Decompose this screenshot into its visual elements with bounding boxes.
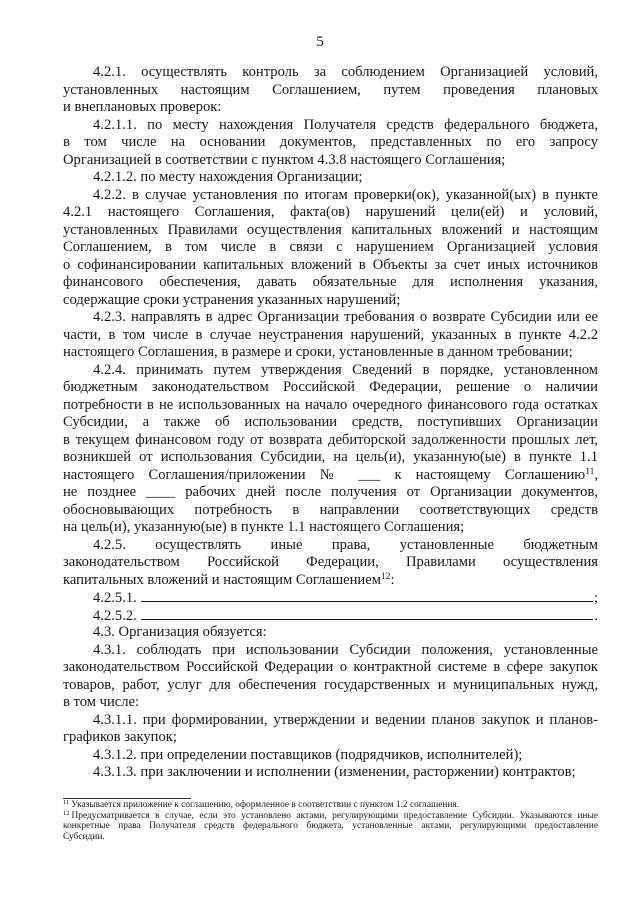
clause-4-2-3 bbox=[63, 309, 598, 362]
footnote-12-continued bbox=[63, 832, 598, 843]
text-line: в текущем финансовом году от возврата дебиторской задолженности прошлых лет, bbox=[63, 431, 598, 448]
clause-4-2-2 bbox=[63, 187, 598, 310]
clause-4-3-1-1 bbox=[63, 712, 598, 747]
text-line: и внеплановых проверок: bbox=[63, 99, 222, 115]
text-line: потребности в не использованных на начало очередного финансового года остатках bbox=[63, 396, 598, 413]
text-line: возникшей от использования Субсидии, на цель(и), указанную(ые) в пункте 1.1 bbox=[63, 449, 598, 465]
text-line: о софинансировании капитальных вложений в Объекты за счет иных источников bbox=[63, 256, 598, 273]
text-line: 4.2.1.2. по месту нахождения Организации; bbox=[93, 169, 363, 185]
clause-4-2-1-2 bbox=[63, 169, 598, 187]
footnote-text: Указывается приложение к соглашению, оформленное в соответствии с пунктом 1.2 соглашения. bbox=[71, 800, 460, 810]
document-body bbox=[63, 64, 598, 782]
footnote-marker: 11 bbox=[63, 799, 70, 806]
text-line: части, в том числе в случае неустранения нарушений, указанных в пункте 4.2.2 bbox=[63, 326, 598, 343]
text-line: обосновывающих потребность в направлении соответствующих средств bbox=[63, 501, 598, 518]
clause-number: 4.2.5.2. bbox=[93, 607, 137, 624]
text-line: 4.2.4. принимать путем утверждения Сведений в порядке, установленном bbox=[93, 361, 598, 378]
footnote-marker: 12 bbox=[63, 809, 70, 817]
text-line: 4.3.1.3. при заключении и исполнении (изменении, расторжении) контрактов; bbox=[93, 764, 576, 780]
text-line: установленных настоящим Соглашением, путем проведения плановых bbox=[63, 81, 598, 98]
text-line: 4.2.3. направлять в адрес Организации требования о возврате Субсидии или ее bbox=[93, 309, 598, 325]
footnote-12 bbox=[63, 811, 598, 822]
footnote-12-continued bbox=[63, 821, 598, 832]
text-line: в том числе: bbox=[63, 694, 140, 710]
clause-4-3-1 bbox=[63, 642, 598, 712]
text-line: установленных Правилами осуществления капитальных вложений и настоящим bbox=[63, 221, 598, 238]
clause-4-2-4 bbox=[63, 362, 598, 537]
text-line: законодательством Российской Федерации, Правилами осуществления bbox=[63, 554, 598, 570]
footnote-text: Предусматривается в случае, если это установлено актами, регулирующими предоставление Субсидии. Указываются иные bbox=[71, 810, 598, 821]
text-line: 4.2.5. осуществлять иные права, установленные бюджетным bbox=[93, 536, 598, 553]
text-line: Субсидии, а также об использовании средств, поступивших Организации bbox=[63, 414, 598, 430]
text-line: настоящего Соглашения, в размере и сроки, установленные в данном требовании; bbox=[63, 344, 573, 360]
text-line: в том числе на основании документов, представленных по его запросу bbox=[63, 134, 598, 150]
text-line: 4.2.1. осуществлять контроль за соблюдением Организацией условий, bbox=[93, 64, 598, 80]
clause-4-2-5 bbox=[63, 537, 598, 590]
clause-4-3-1-2 bbox=[63, 747, 598, 765]
text-line: 4.3. Организация обязуется: bbox=[93, 624, 267, 640]
text-line: не позднее ____ рабочих дней после получения от Организации документов, bbox=[63, 484, 598, 500]
text-line: Соглашением, в том числе в связи с нарушением Организацией условия bbox=[63, 239, 598, 255]
text-line: 4.3.1.1. при формировании, утверждении и ведении планов закупок и планов- bbox=[93, 711, 598, 728]
text-line: 4.2.1.1. по месту нахождения Получателя средств федерального бюджета, bbox=[93, 116, 598, 133]
text-line bbox=[63, 467, 598, 485]
footnotes bbox=[63, 800, 598, 842]
clause-number: 4.2.5.1. bbox=[93, 590, 137, 606]
footnote-11 bbox=[63, 800, 598, 811]
clause-4-3 bbox=[63, 624, 598, 642]
text-line: 4.3.1. соблюдать при использовании Субсидии положения, установленные bbox=[93, 641, 598, 658]
page-number: 5 bbox=[316, 34, 324, 50]
clause-4-2-1-1 bbox=[63, 117, 598, 170]
text-segment: капитальных вложений и настоящим Соглашением bbox=[63, 571, 381, 588]
clause-4-3-1-3 bbox=[63, 764, 598, 782]
clause-4-2-5-1 bbox=[63, 589, 598, 607]
line-end-punctuation: ; bbox=[593, 590, 598, 606]
text-line: законодательством Российской Федерации о контрактной системе в сфере закупок bbox=[63, 659, 598, 675]
text-segment: : bbox=[390, 571, 395, 588]
text-line: 4.2.1 настоящего Соглашения, факта(ов) нарушений цели(ей) и условий, bbox=[63, 204, 598, 220]
clause-4-2-5-2 bbox=[63, 607, 598, 625]
text-line: графиков закупок; bbox=[63, 729, 177, 745]
text-line: Организацией в соответствии с пунктом 4.3.8 настоящего Соглашения; bbox=[63, 151, 506, 168]
text-line: 4.3.1.2. при определении поставщиков (подрядчиков, исполнителей); bbox=[93, 746, 523, 763]
text-line: 4.2.2. в случае установления по итогам проверки(ок), указанной(ых) в пункте bbox=[93, 186, 598, 203]
text-line: на цель(и), указанную(ые) в пункте 1.1 настоящего Соглашения; bbox=[63, 519, 465, 535]
text-segment: настоящего Соглашения/приложении № ___ к настоящему Соглашению bbox=[63, 466, 586, 483]
footnote-reference: 12 bbox=[380, 571, 391, 582]
footnote-text: Субсидии. bbox=[63, 831, 105, 842]
line-end-punctuation: . bbox=[594, 607, 598, 624]
text-segment: , bbox=[594, 466, 598, 483]
text-line: бюджетным законодательством Российской Федерации, решение о наличии bbox=[63, 379, 598, 395]
footnote-reference: 11 bbox=[585, 466, 595, 477]
text-line: товаров, работ, услуг для обеспечения государственных и муниципальных нужд, bbox=[63, 676, 598, 693]
text-line bbox=[63, 572, 598, 590]
fill-in-blank bbox=[141, 607, 594, 620]
text-line: финансового обеспечения, давать обязательные для исполнения указания, bbox=[63, 274, 598, 290]
text-line: содержащие сроки устранения указанных нарушений; bbox=[63, 291, 401, 308]
footnote-separator bbox=[63, 798, 191, 799]
fill-in-blank bbox=[141, 589, 593, 602]
footnote-text: конкретные права Получателя средств федерального бюджета, установленные актами, регулирующими предоставление bbox=[63, 821, 598, 831]
clause-4-2-1 bbox=[63, 64, 598, 117]
